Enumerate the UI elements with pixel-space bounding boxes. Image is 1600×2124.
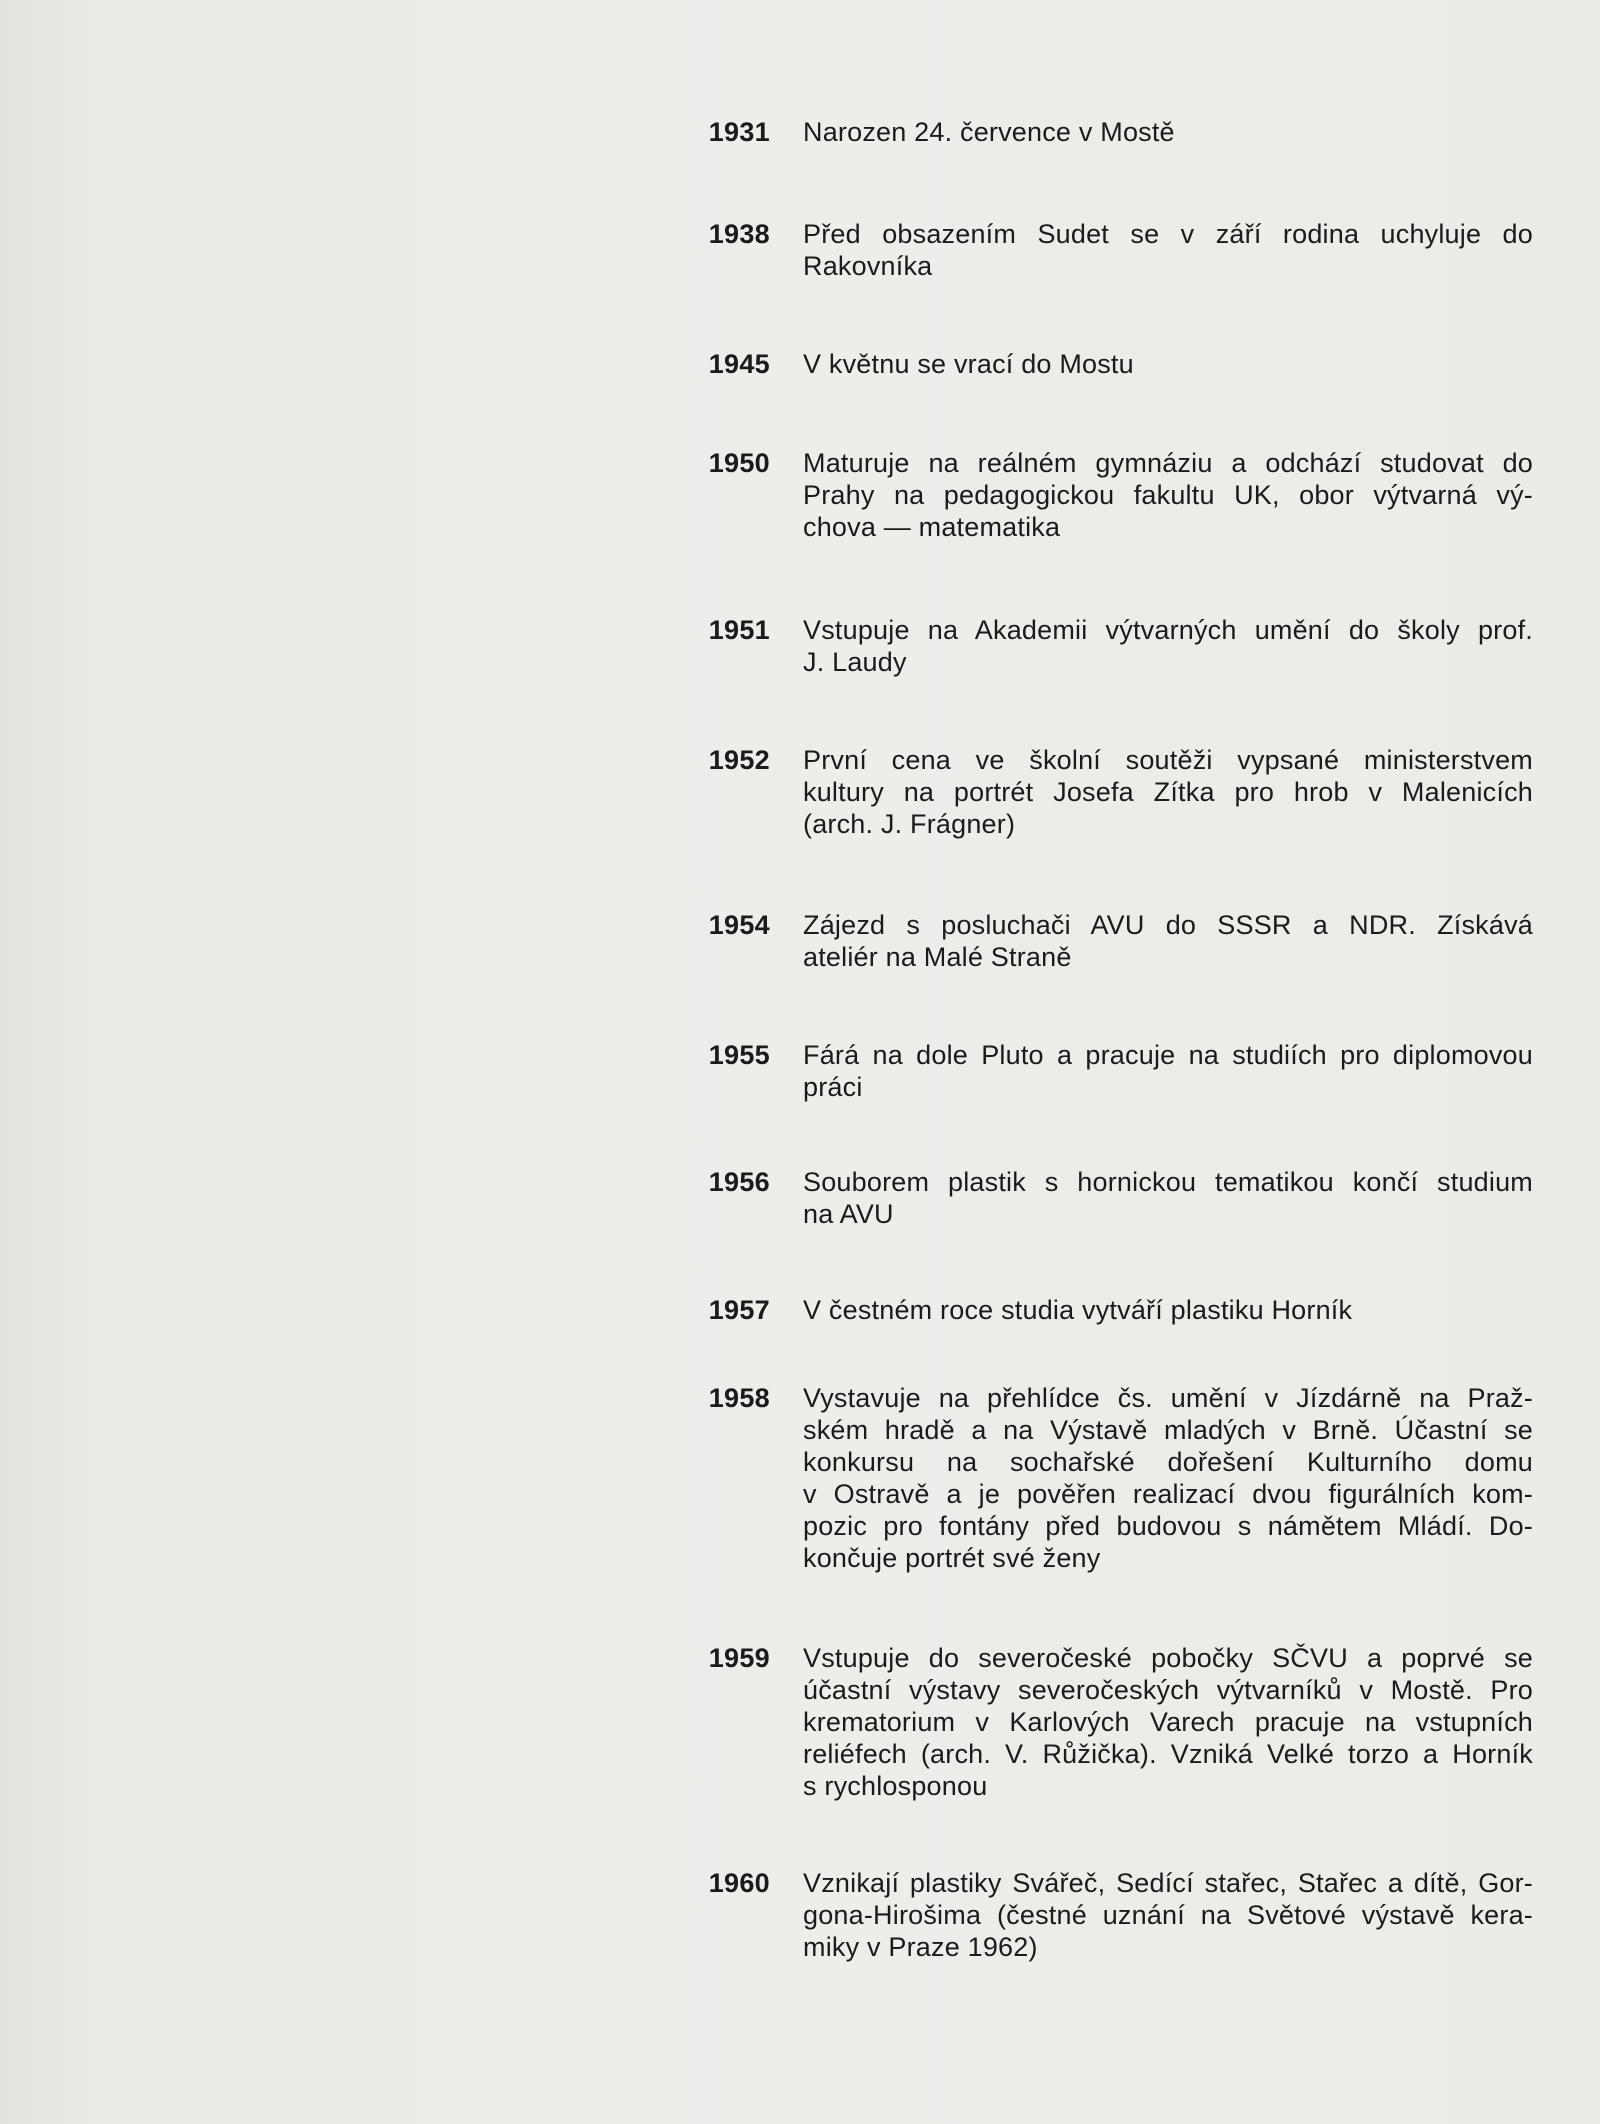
entry-year: 1954 <box>708 910 770 940</box>
entry-line: končuje portrét své ženy <box>803 1543 1101 1573</box>
entry-line: práci <box>803 1072 863 1102</box>
entry-year: 1960 <box>708 1868 770 1898</box>
entry-text <box>803 744 1533 840</box>
entry-text <box>803 348 1533 380</box>
entry-line: Prahy na pedagogickou fakultu UK, obor výtvarná vý- <box>803 480 1533 510</box>
entry-line: v Ostravě a je pověřen realizací dvou figurálních kom- <box>803 1479 1533 1509</box>
entry-line: na AVU <box>803 1199 894 1229</box>
entry-line: kultury na portrét Josefa Zítka pro hrob v Malenicích <box>803 777 1533 807</box>
entry-year: 1950 <box>708 448 770 478</box>
entry-line: s rychlosponou <box>803 1771 988 1801</box>
entry-line: Vystavuje na přehlídce čs. umění v Jízdárně na Praž- <box>803 1383 1533 1413</box>
entry-text <box>803 614 1533 678</box>
entry-line: Vstupuje do severočeské pobočky SČVU a poprvé se <box>803 1643 1533 1673</box>
entry-line: pozic pro fontány před budovou s námětem Mládí. Do- <box>803 1511 1533 1541</box>
entry-line: První cena ve školní soutěži vypsané ministerstvem <box>803 745 1533 775</box>
entry-line: Vstupuje na Akademii výtvarných umění do školy prof. <box>803 615 1533 645</box>
entry-text <box>803 218 1533 282</box>
entry-line: ském hradě a na Výstavě mladých v Brně. Účastní se <box>803 1415 1533 1445</box>
entry-line: Před obsazením Sudet se v září rodina uchyluje do <box>803 219 1533 249</box>
entry-text <box>803 909 1533 973</box>
entry-year: 1951 <box>708 615 770 645</box>
entry-text <box>803 447 1533 543</box>
entry-line: Zájezd s posluchači AVU do SSSR a NDR. Získává <box>803 910 1533 940</box>
entry-text <box>803 116 1533 148</box>
entry-line: V květnu se vrací do Mostu <box>803 349 1134 379</box>
entry-year: 1952 <box>708 745 770 775</box>
entry-line: miky v Praze 1962) <box>803 1932 1038 1962</box>
entry-text <box>803 1867 1533 1963</box>
entry-text <box>803 1382 1533 1574</box>
entry-text <box>803 1166 1533 1230</box>
entry-text <box>803 1294 1533 1326</box>
entry-line: Rakovníka <box>803 251 933 281</box>
entry-line: Fárá na dole Pluto a pracuje na studiích pro diplomovou <box>803 1040 1533 1070</box>
entry-line: konkursu na sochařské dořešení Kulturního domu <box>803 1447 1533 1477</box>
entry-text <box>803 1039 1533 1103</box>
entry-year: 1931 <box>708 117 770 147</box>
entry-line: ateliér na Malé Straně <box>803 942 1072 972</box>
entry-line: Vznikají plastiky Svářeč, Sedící stařec, Stařec a dítě, Gor- <box>803 1868 1533 1898</box>
entry-line: J. Laudy <box>803 647 907 677</box>
entry-line: účastní výstavy severočeských výtvarníků v Mostě. Pro <box>803 1675 1533 1705</box>
entry-line: reliéfech (arch. V. Růžička). Vzniká Velké torzo a Horník <box>803 1739 1533 1769</box>
entry-line: (arch. J. Frágner) <box>803 809 1016 839</box>
entry-line: chova — matematika <box>803 512 1061 542</box>
entry-year: 1957 <box>708 1295 770 1325</box>
entry-year: 1938 <box>708 219 770 249</box>
entry-line: Maturuje na reálném gymnáziu a odchází studovat do <box>803 448 1533 478</box>
entry-year: 1955 <box>708 1040 770 1070</box>
entry-line: Narozen 24. července v Mostě <box>803 117 1175 147</box>
entry-line: gona-Hirošima (čestné uznání na Světové výstavě kera- <box>803 1900 1533 1930</box>
entry-year: 1959 <box>708 1643 770 1673</box>
entry-text <box>803 1642 1533 1802</box>
entry-year: 1956 <box>708 1167 770 1197</box>
entry-line: V čestném roce studia vytváří plastiku Horník <box>803 1295 1353 1325</box>
entry-line: krematorium v Karlových Varech pracuje na vstupních <box>803 1707 1533 1737</box>
entry-year: 1945 <box>708 349 770 379</box>
entry-line: Souborem plastik s hornickou tematikou končí studium <box>803 1167 1533 1197</box>
entry-year: 1958 <box>708 1383 770 1413</box>
